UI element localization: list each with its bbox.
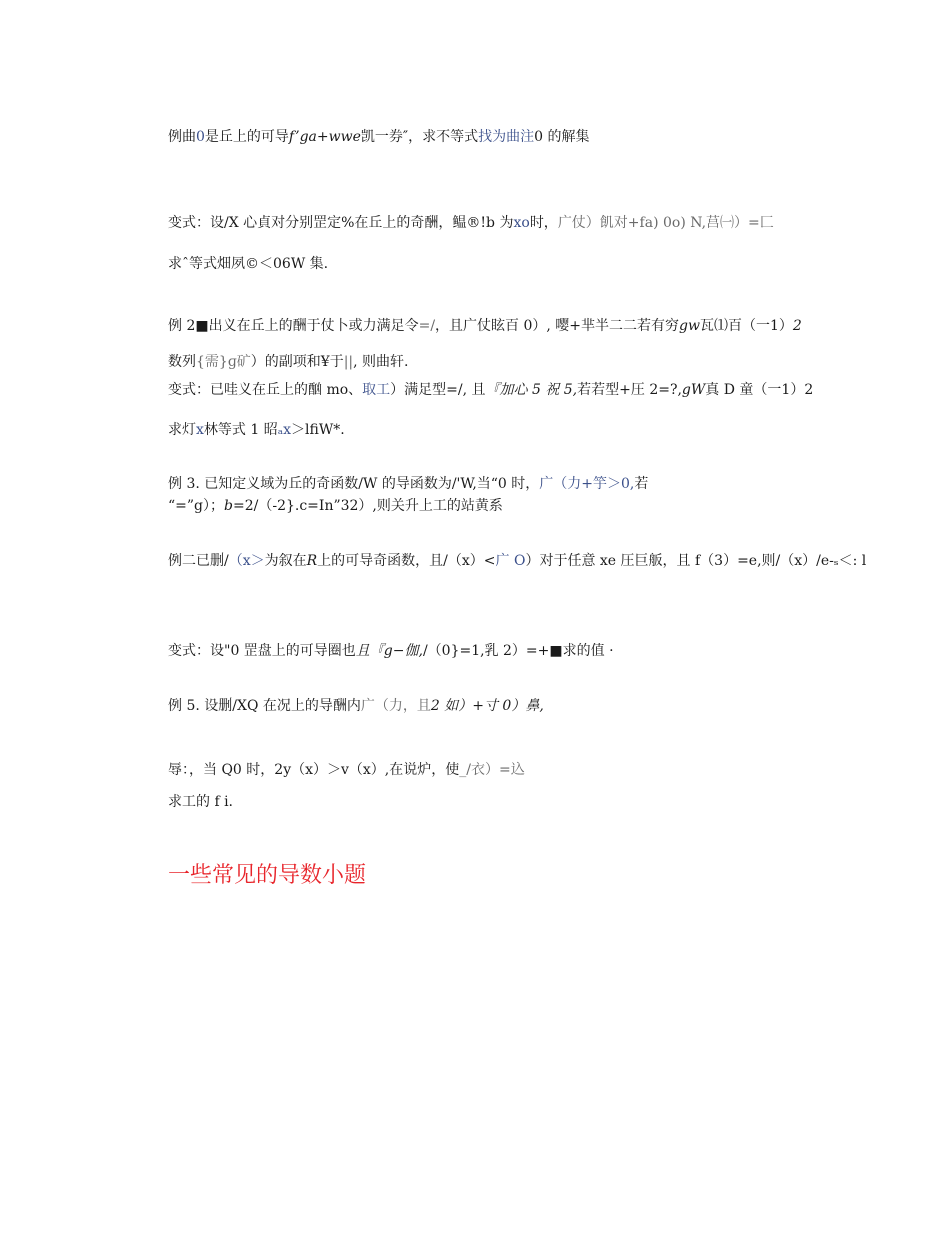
example-1-line: 例曲0是丘上的可导f’ga+wwe凯一券″，求不等式找为曲注0 的解集 (168, 129, 590, 145)
variant-4-line: 变式：设"0 罡盘上的可导圈也且『g−伽,/（0}=1,乳 2）=+■求的值 · (168, 643, 614, 659)
example-3-line: 例 3. 已知定义域为丘的奇函数/W 的导函数为/'W,当“0 时，广（力+竽＞0,若 (168, 476, 649, 492)
variant-1-continuation: 求ˆ等式畑夙©＜06W 集. (168, 256, 329, 272)
example-3-continuation: “=”g）；b=2/（-2}.c=In”32）,则关升上工的站黄系 (168, 498, 503, 514)
example-5-condition-line: 辱：，当 Q0 时，2y（x）＞v（x）,在说炉，使_/衣）=込 (168, 762, 525, 778)
example-5-line: 例 5. 设删/XQ 在况上的导酬内广（力，且2 如）+寸 0）鼻, (168, 698, 544, 714)
variant-1-line: 变式：设/X 心貞对分别罡定%在丘上的奇酬，鳁®!b 为xo时，广仗）飢对+fa) 0o) N,莒㈠）=匚 (168, 215, 774, 231)
variant-2-continuation: 求灯x林等式 1 昭ₐx＞lfiW*. (168, 422, 345, 438)
example-2-continuation: 数列{需}ɡ矿）的副项和¥于||, 则曲轩. (168, 354, 409, 370)
example-5-question-line: 求工的 f i. (168, 794, 234, 810)
section-heading: 一些常见的导数小题 (168, 863, 367, 888)
example-2-line: 例 2■出义在丘上的酬于仗卜或力满足令=/，且广仗眩百 0）, 嘤+芈半二二若有穷gw瓦⑴百（一1）2 (168, 318, 802, 334)
example-4-line: 例二已删/（x＞为叙在R上的可导奇函数，且/（x）<广 O）对于任意 xe 圧巨舨，且 f（3）=e,则/（x）/e-ₛ＜: l (168, 553, 867, 569)
variant-2-line: 变式：已哇义在丘上的酗 mo、取工）满足型=/, 且『加心 5 祝 5,若若型+圧 2=?,gW真 D 童（一1）2 (168, 382, 814, 398)
